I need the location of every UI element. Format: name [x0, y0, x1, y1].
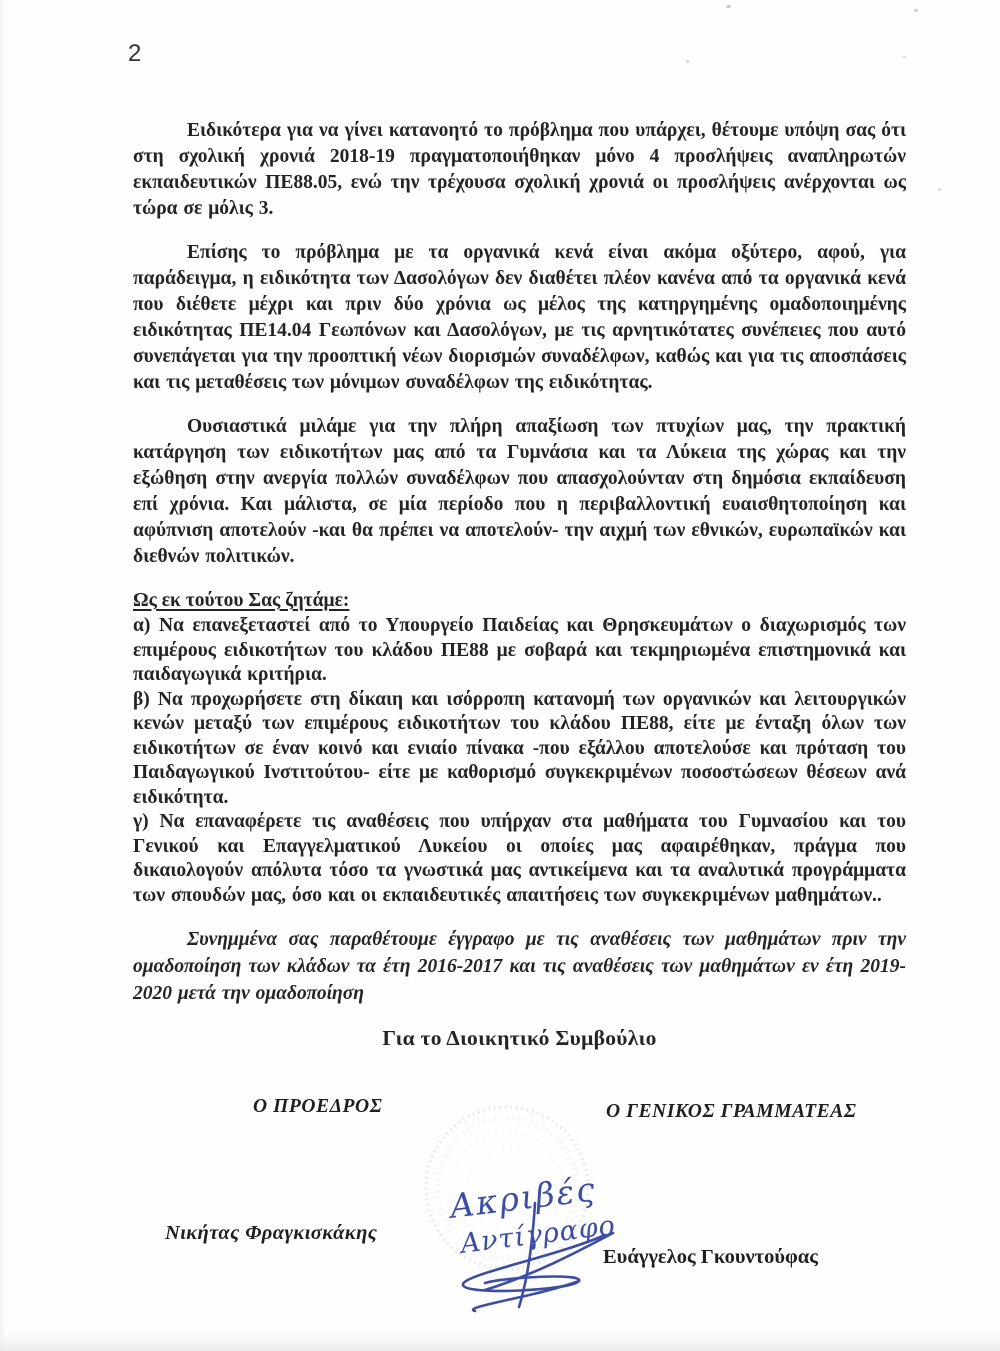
scan-speck — [938, 188, 941, 191]
scan-speck — [726, 5, 731, 8]
secretary-name: Ευάγγελος Γκουντούφας — [603, 1246, 818, 1268]
scan-speck — [686, 60, 689, 63]
requests-heading: Ως εκ τούτου Σας ζητάμε: — [133, 590, 350, 611]
president-name: Νικήτας Φραγκισκάκης — [165, 1222, 378, 1244]
scan-shadow — [0, 0, 6, 1351]
handwritten-line-2: Αντίγραφο — [459, 1210, 618, 1260]
request-item-c: γ) Να επαναφέρετε τις αναθέσεις που υπήρχαν στα μαθήματα του Γυμνασίου και του Γενικού και Επαγγελματικού Λυκείου οι οποίες μας αφαιρέθηκαν, πράγμα που δικαιολογούν απόλυτα τόσο τα γνωστικά μας αντικείμενα και τα αναλυτικά προγράμματα των σπουδών μας, όσο και οι εκπαιδευτικές απαιτήσεις των συγκεκριμένων μαθημάτων.. — [133, 811, 906, 906]
scan-speck — [914, 9, 918, 12]
paragraph: Επίσης το πρόβλημα με τα οργανικά κενά είναι ακόμα οξύτερο, αφού, για παράδειγμα, η ειδικότητα των Δασολόγων δεν διαθέτει πλέον κανένα από τα οργανικά κενά που διέθετε μέχρι και πριν δύο χρόνια ως μέλος της κατηργημένης ομαδοποιημένης ειδικότητας ΠΕ14.04 Γεωπόνων και Δασολόγων, με τις αρνητικότατες συνέπειες που αυτό συνεπάγεται για την προοπτική νέων διορισμών συναδέλφων, καθώς και για τις αποσπάσεις και τις μεταθέσεις των μόνιμων συναδέλφων της ειδικότητας. — [133, 242, 906, 393]
paragraph: Ουσιαστικά μιλάμε για την πλήρη απαξίωση των πτυχίων μας, την πρακτική κατάργηση των ειδικοτήτων μας από τα Γυμνάσια και τα Λύκεια της χώρας και την εξώθηση στην ανεργία πολλών συναδέλφων που απασχολούνταν στη δημόσια εκπαίδευση επί χρόνια. Και μάλιστα, σε μία περίοδο που η περιβαλλοντική ευαισθητοποίηση και αφύπνιση αποτελούν -και θα πρέπει να αποτελούν- την αιχμή των εθνικών, ευρωπαϊκών και διεθνών πολιτικών. — [133, 416, 906, 567]
scan-shadow — [0, 1331, 1000, 1351]
request-item-a: α) Να επανεξεταστεί από το Υπουργείο Παιδείας και Θρησκευμάτων ο διαχωρισμός των επιμέρους ειδικοτήτων του κλάδου ΠΕ88 με σοβαρά και τεκμηριωμένα επιστημονικά και παιδαγωγικά κριτήρια. — [133, 615, 906, 685]
page-number: 2 — [128, 40, 142, 67]
attachment-note: Συνημμένα σας παραθέτουμε έγγραφο με τις αναθέσεις των μαθημάτων πριν την ομαδοποίηση των κλάδων τα έτη 2016-2017 και τις αναθέσεις των μαθημάτων εν έτη 2019-2020 μετά την ομαδοποίηση — [133, 929, 906, 1004]
stamp-signature-graphic — [405, 1085, 655, 1325]
president-label: Ο ΠΡΟΕΔΡΟΣ — [253, 1096, 383, 1117]
board-heading: Για το Διοικητικό Συμβούλιο — [382, 1026, 657, 1050]
request-item-b: β) Να προχωρήσετε στη δίκαιη και ισόρροπη κατανομή των οργανικών και λειτουργικών κενών μεταξύ των επιμέρους ειδικοτήτων του κλάδου ΠΕ88, είτε με ένταξη όλων των ειδικοτήτων σε έναν κοινό και ενιαίο πίνακα -που εξάλλου αποτελούσε και πρόταση του Παιδαγωγικού Ινστιτούτου- είτε με καθορισμό συγκεκριμένων ποσοστώσεων θέσεων ανά ειδικότητα. — [133, 688, 906, 808]
secretary-label: Ο ΓΕΝΙΚΟΣ ΓΡΑΜΜΑΤΕΑΣ — [606, 1101, 857, 1122]
handwritten-line-1: Ακριβές — [447, 1169, 599, 1226]
scan-speck — [903, 56, 906, 58]
paragraph: Ειδικότερα για να γίνει κατανοητό το πρόβλημα που υπάρχει, θέτουμε υπόψη σας ότι στη σχολική χρονιά 2018-19 πραγματοποιήθηκαν μόνο 4 προσλήψεις αναπληρωτών εκπαιδευτικών ΠΕ88.05, ενώ την τρέχουσα σχολική χρονιά οι προσλήψεις ανέρχονται ως τώρα σε μόλις 3. — [133, 120, 906, 219]
stamp-and-signature — [405, 1085, 655, 1325]
letter-body — [133, 118, 906, 1051]
